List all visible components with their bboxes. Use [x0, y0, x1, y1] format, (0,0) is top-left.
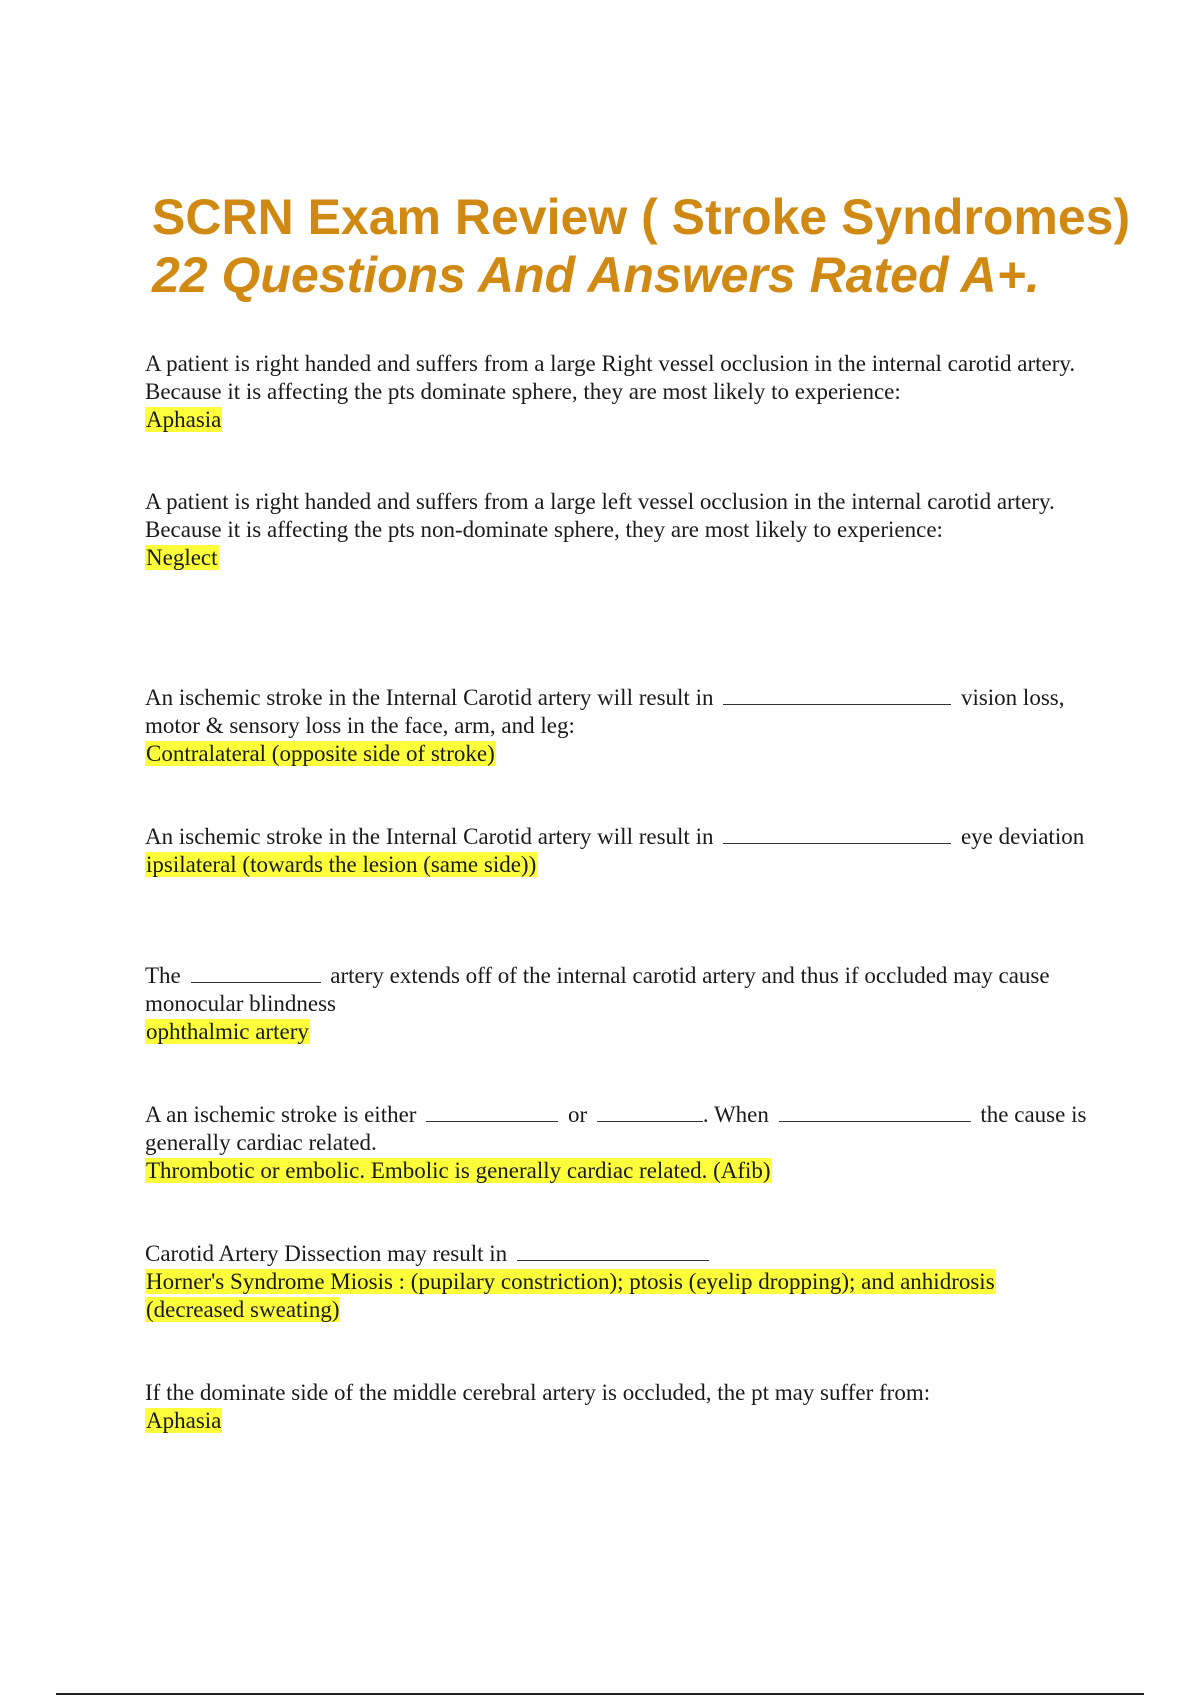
question-text-part: An ischemic stroke in the Internal Carotid artery will result in [145, 824, 714, 849]
answer-highlight: Contralateral (opposite side of stroke) [146, 741, 495, 766]
fill-blank [723, 825, 951, 844]
question-text: If the dominate side of the middle cerebral artery is occluded, the pt may suffer from: [145, 1380, 931, 1405]
answer-highlight: Horner's Syndrome Miosis : (pupilary constriction); ptosis (eyelip dropping); and anhidrosis (decreased sweating) [146, 1269, 995, 1322]
question-text-part: . When [702, 1102, 769, 1127]
answer-highlight: ophthalmic artery [146, 1019, 309, 1044]
answer-highlight: Aphasia [146, 1408, 222, 1433]
question-text-part: eye deviation [960, 824, 1085, 849]
question-text-part: or [567, 1102, 588, 1127]
question-text-part: An ischemic stroke in the Internal Carotid artery will result in [145, 685, 714, 710]
page-bottom-rule [56, 1693, 1144, 1695]
question-text-part: Carotid Artery Dissection may result in [145, 1241, 508, 1266]
fill-blank [779, 1103, 971, 1122]
question-text-part: A an ischemic stroke is either [145, 1102, 417, 1127]
fill-blank [426, 1103, 558, 1122]
title-line-2: 22 Questions And Answers Rated A+. [152, 247, 1040, 303]
fill-blank [517, 1242, 709, 1261]
question-block-3 [145, 684, 1095, 768]
question-block-5 [145, 962, 1095, 1046]
question-text [145, 1101, 1095, 1157]
question-text-part: artery extends off of the internal carotid artery and thus if occluded may cause monocular blindness [145, 963, 1050, 1016]
answer-highlight: Neglect [146, 545, 218, 570]
question-text-part: the cause is generally cardiac related. [145, 1102, 1087, 1155]
question-block-1 [145, 350, 1095, 434]
question-text [145, 1240, 1095, 1268]
answer-highlight: Thrombotic or embolic. Embolic is generally cardiac related. (Afib) [146, 1158, 771, 1183]
question-block-2 [145, 488, 1095, 572]
question-text [145, 684, 1095, 740]
question-text: A patient is right handed and suffers from a large left vessel occlusion in the internal carotid artery. Because it is affecting the pts non-dominate sphere, they are most likely to experience: [145, 489, 1055, 542]
answer-highlight: ipsilateral (towards the lesion (same side)) [146, 852, 537, 877]
question-block-4 [145, 823, 1095, 879]
question-text-part: vision loss, motor & sensory loss in the face, arm, and leg: [145, 685, 1065, 738]
document-title [152, 188, 1130, 304]
answer-highlight: Aphasia [146, 407, 222, 432]
title-line-1: SCRN Exam Review ( Stroke Syndromes) [152, 189, 1131, 245]
question-text: A patient is right handed and suffers from a large Right vessel occlusion in the internal carotid artery. Because it is affecting the pts dominate sphere, they are most likely to experience: [145, 351, 1076, 404]
question-text [145, 962, 1095, 1018]
question-block-8 [145, 1379, 1095, 1435]
question-text [145, 823, 1095, 851]
fill-blank [597, 1103, 703, 1122]
fill-blank [191, 964, 321, 983]
fill-blank [723, 686, 951, 705]
question-block-7 [145, 1240, 1095, 1324]
question-text-part: The [145, 963, 181, 988]
question-block-6 [145, 1101, 1095, 1185]
